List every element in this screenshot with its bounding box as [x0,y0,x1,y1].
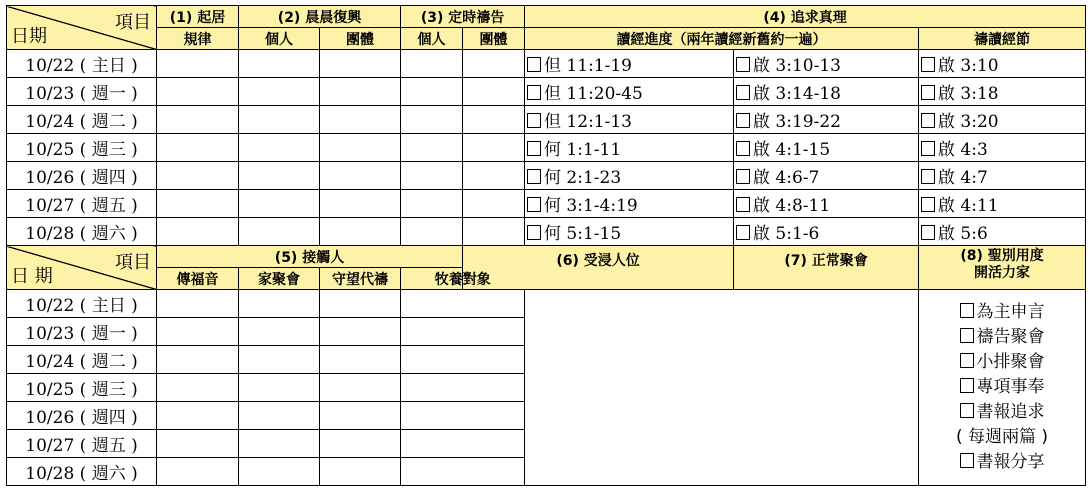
subheader-prayer-group: 團體 [463,28,525,50]
gospel-cell[interactable] [157,290,239,318]
row-date: 10/22 ( 主日 ) [7,50,157,78]
revival-group-cell[interactable] [320,134,401,162]
nt-reading-cell[interactable] [734,162,919,190]
ot-reading-text: 何 3:1-4:19 [544,196,638,216]
pray-read-text: 啟 4:11 [938,196,999,216]
revival-personal-cell[interactable] [239,106,320,134]
ot-reading-checkbox[interactable] [527,225,541,240]
pray-read-cell[interactable] [919,190,1086,218]
meeting-checkbox[interactable] [960,303,974,318]
pray-read-cell[interactable] [919,78,1086,106]
pray-read-checkbox[interactable] [921,197,935,212]
shepherding-cell[interactable] [401,402,525,430]
corner-header-2 [7,246,157,290]
revival-group-cell[interactable] [320,162,401,190]
nt-reading-cell[interactable] [734,106,919,134]
ot-reading-checkbox[interactable] [527,197,541,212]
prayer-personal-cell[interactable] [401,218,463,246]
meeting-label: 書報分享 [976,452,1045,472]
ot-reading-checkbox[interactable] [527,113,541,128]
meeting-label: 禱告聚會 [976,327,1045,347]
intercession-cell[interactable] [320,290,401,318]
meeting-label: 小排聚會 [976,352,1045,372]
gospel-cell[interactable] [157,402,239,430]
meeting-checkbox[interactable] [960,453,974,468]
row-date: 10/23 ( 週一 ) [7,78,157,106]
revival-personal-cell[interactable] [239,190,320,218]
pray-read-text: 啟 3:20 [938,112,999,132]
header-wake-schedule: (1) 起居 [157,6,239,28]
row-date: 10/24 ( 週二 ) [7,106,157,134]
gospel-cell[interactable] [157,458,239,486]
subheader-revival-group: 團體 [320,28,401,50]
pray-read-text: 啟 4:3 [938,140,988,160]
ot-reading-cell[interactable] [525,218,734,246]
prayer-personal-cell[interactable] [401,134,463,162]
row-date: 10/25 ( 週三 ) [7,374,157,402]
subheader-prayer-personal: 個人 [401,28,463,50]
row-date: 10/22 ( 主日 ) [7,290,157,318]
nt-reading-checkbox[interactable] [736,85,750,100]
meeting-item [919,425,1085,450]
intercession-cell[interactable] [320,346,401,374]
home-meeting-cell[interactable] [239,318,320,346]
meeting-label: ( 每週兩篇 ) [955,427,1049,447]
nt-reading-text: 啟 3:19-22 [753,112,841,132]
pray-read-cell[interactable] [919,50,1086,78]
ot-reading-cell[interactable] [525,190,734,218]
header-normal-meetings: (7) 正常聚會 [734,246,919,290]
prayer-personal-cell[interactable] [401,162,463,190]
meeting-checkbox[interactable] [960,403,974,418]
pray-read-cell[interactable] [919,162,1086,190]
nt-reading-checkbox[interactable] [736,197,750,212]
prayer-group-cell[interactable] [463,50,525,78]
table-row [7,134,1086,162]
pray-read-checkbox[interactable] [921,141,935,156]
consecration-title-line2: 開活力家 [974,265,1031,281]
shepherding-cell[interactable] [401,346,525,374]
pray-read-checkbox[interactable] [921,57,935,72]
table-row [7,162,1086,190]
normal-meetings-cell [919,290,1086,486]
meeting-item[interactable] [919,375,1085,400]
intercession-cell[interactable] [320,458,401,486]
pray-read-cell[interactable] [919,106,1086,134]
pray-read-text: 啟 4:7 [938,168,988,188]
corner-item-label: 項目 [115,252,151,273]
intercession-cell[interactable] [320,374,401,402]
subheader-intercession: 守望代禱 [320,268,401,290]
subheader-shepherding: 牧養對象 [401,268,525,290]
nt-reading-checkbox[interactable] [736,57,750,72]
header-baptisms: (6) 受浸人位 [463,246,734,290]
pray-read-text: 啟 3:10 [938,56,999,76]
ot-reading-text: 但 11:1-19 [544,56,632,76]
row-date: 10/27 ( 週五 ) [7,430,157,458]
wake-cell[interactable] [157,78,239,106]
meeting-item[interactable] [919,325,1085,350]
wake-cell[interactable] [157,106,239,134]
wake-cell[interactable] [157,162,239,190]
revival-group-cell[interactable] [320,190,401,218]
shepherding-cell[interactable] [401,458,525,486]
revival-group-cell[interactable] [320,106,401,134]
meeting-checkbox[interactable] [960,378,974,393]
revival-personal-cell[interactable] [239,162,320,190]
shepherding-cell[interactable] [401,430,525,458]
table-row [7,78,1086,106]
subheader-reading-progress: 讀經進度（兩年讀經新舊約一遍） [525,28,919,50]
subheader-revival-personal: 個人 [239,28,320,50]
shepherding-cell[interactable] [401,318,525,346]
revival-personal-cell[interactable] [239,50,320,78]
nt-reading-checkbox[interactable] [736,169,750,184]
corner-header-1 [7,6,157,50]
nt-reading-text: 啟 3:10-13 [753,56,841,76]
gospel-cell[interactable] [157,374,239,402]
nt-reading-checkbox[interactable] [736,113,750,128]
row-date: 10/23 ( 週一 ) [7,318,157,346]
pray-read-checkbox[interactable] [921,113,935,128]
intercession-cell[interactable] [320,318,401,346]
shepherding-cell[interactable] [401,374,525,402]
pray-read-cell[interactable] [919,134,1086,162]
pray-read-cell[interactable] [919,218,1086,246]
wake-cell[interactable] [157,134,239,162]
gospel-cell[interactable] [157,318,239,346]
prayer-personal-cell[interactable] [401,50,463,78]
nt-reading-cell[interactable] [734,218,919,246]
prayer-group-cell[interactable] [463,162,525,190]
prayer-personal-cell[interactable] [401,106,463,134]
meeting-item[interactable] [919,350,1085,375]
revival-group-cell[interactable] [320,50,401,78]
ot-reading-cell[interactable] [525,134,734,162]
pray-read-checkbox[interactable] [921,225,935,240]
table-row [7,190,1086,218]
row-date: 10/24 ( 週二 ) [7,346,157,374]
ot-reading-checkbox[interactable] [527,141,541,156]
corner-date-label: 日期 [11,26,47,47]
row-date: 10/25 ( 週三 ) [7,134,157,162]
prayer-group-cell[interactable] [463,190,525,218]
gospel-cell[interactable] [157,346,239,374]
meeting-label: 專項事奉 [976,377,1045,397]
ot-reading-text: 但 11:20-45 [544,84,643,104]
prayer-personal-cell[interactable] [401,190,463,218]
wake-cell[interactable] [157,50,239,78]
ot-reading-cell[interactable] [525,106,734,134]
wake-cell[interactable] [157,218,239,246]
subheader-preach-gospel: 傳福音 [157,268,239,290]
row-date: 10/27 ( 週五 ) [7,190,157,218]
subheader-pray-read-verses: 禱讀經節 [919,28,1086,50]
schedule-sheet [6,5,1085,496]
nt-reading-checkbox[interactable] [736,225,750,240]
pray-read-text: 啟 5:6 [938,224,988,244]
nt-reading-cell[interactable] [734,50,919,78]
revival-personal-cell[interactable] [239,134,320,162]
nt-reading-text: 啟 4:6-7 [753,168,820,188]
ot-reading-text: 但 12:1-13 [544,112,632,132]
ot-reading-cell[interactable] [525,78,734,106]
prayer-personal-cell[interactable] [401,78,463,106]
nt-reading-text: 啟 3:14-18 [753,84,841,104]
header-morning-revival: (2) 晨晨復興 [239,6,401,28]
corner-date-label: 日 期 [11,266,53,287]
gospel-cell[interactable] [157,430,239,458]
home-meeting-cell[interactable] [239,402,320,430]
nt-reading-text: 啟 4:1-15 [753,140,831,160]
meeting-label: 為主申言 [976,302,1045,322]
intercession-cell[interactable] [320,402,401,430]
ot-reading-checkbox[interactable] [527,57,541,72]
row-date: 10/28 ( 週六 ) [7,458,157,486]
shepherding-cell[interactable] [401,290,525,318]
baptisms-cell[interactable] [525,290,919,486]
revival-personal-cell[interactable] [239,78,320,106]
meeting-label: 書報追求 [976,402,1045,422]
wake-cell[interactable] [157,190,239,218]
nt-reading-checkbox[interactable] [736,141,750,156]
nt-reading-cell[interactable] [734,134,919,162]
header-contact-people: (5) 接觸人 [157,246,463,268]
row-date: 10/26 ( 週四 ) [7,162,157,190]
table-row [7,290,1086,318]
nt-reading-cell[interactable] [734,78,919,106]
subheader-home-meeting: 家聚會 [239,268,320,290]
prayer-group-cell[interactable] [463,134,525,162]
pray-read-text: 啟 3:18 [938,84,999,104]
intercession-cell[interactable] [320,430,401,458]
prayer-group-cell[interactable] [463,106,525,134]
revival-personal-cell[interactable] [239,218,320,246]
consecration-title-line1: (8) 聖別用度 [960,248,1044,264]
table-row [7,218,1086,246]
meeting-item[interactable] [919,450,1085,475]
prayer-group-cell[interactable] [463,78,525,106]
ot-reading-cell[interactable] [525,50,734,78]
meeting-item[interactable] [919,300,1085,325]
nt-reading-text: 啟 5:1-6 [753,224,820,244]
ot-reading-checkbox[interactable] [527,169,541,184]
header-prayer-times: (3) 定時禱告 [401,6,525,28]
home-meeting-cell[interactable] [239,290,320,318]
row-date: 10/28 ( 週六 ) [7,218,157,246]
corner-item-label: 項目 [115,12,151,33]
ot-reading-cell[interactable] [525,162,734,190]
home-meeting-cell[interactable] [239,430,320,458]
home-meeting-cell[interactable] [239,458,320,486]
home-meeting-cell[interactable] [239,374,320,402]
revival-group-cell[interactable] [320,78,401,106]
ot-reading-text: 何 1:1-11 [544,140,622,160]
subheader-regular: 規律 [157,28,239,50]
weekly-schedule-table [6,5,1086,486]
header-pursue-truth: (4) 追求真理 [525,6,1086,28]
meeting-checkbox[interactable] [960,328,974,343]
revival-group-cell[interactable] [320,218,401,246]
table-row [7,106,1086,134]
nt-reading-text: 啟 4:8-11 [753,196,831,216]
home-meeting-cell[interactable] [239,346,320,374]
table-row [7,50,1086,78]
meeting-checkbox[interactable] [960,353,974,368]
ot-reading-text: 何 5:1-15 [544,224,622,244]
prayer-group-cell[interactable] [463,218,525,246]
meeting-item[interactable] [919,400,1085,425]
nt-reading-cell[interactable] [734,190,919,218]
header-consecration [919,246,1086,290]
ot-reading-checkbox[interactable] [527,85,541,100]
pray-read-checkbox[interactable] [921,85,935,100]
pray-read-checkbox[interactable] [921,169,935,184]
row-date: 10/26 ( 週四 ) [7,402,157,430]
ot-reading-text: 何 2:1-23 [544,168,622,188]
